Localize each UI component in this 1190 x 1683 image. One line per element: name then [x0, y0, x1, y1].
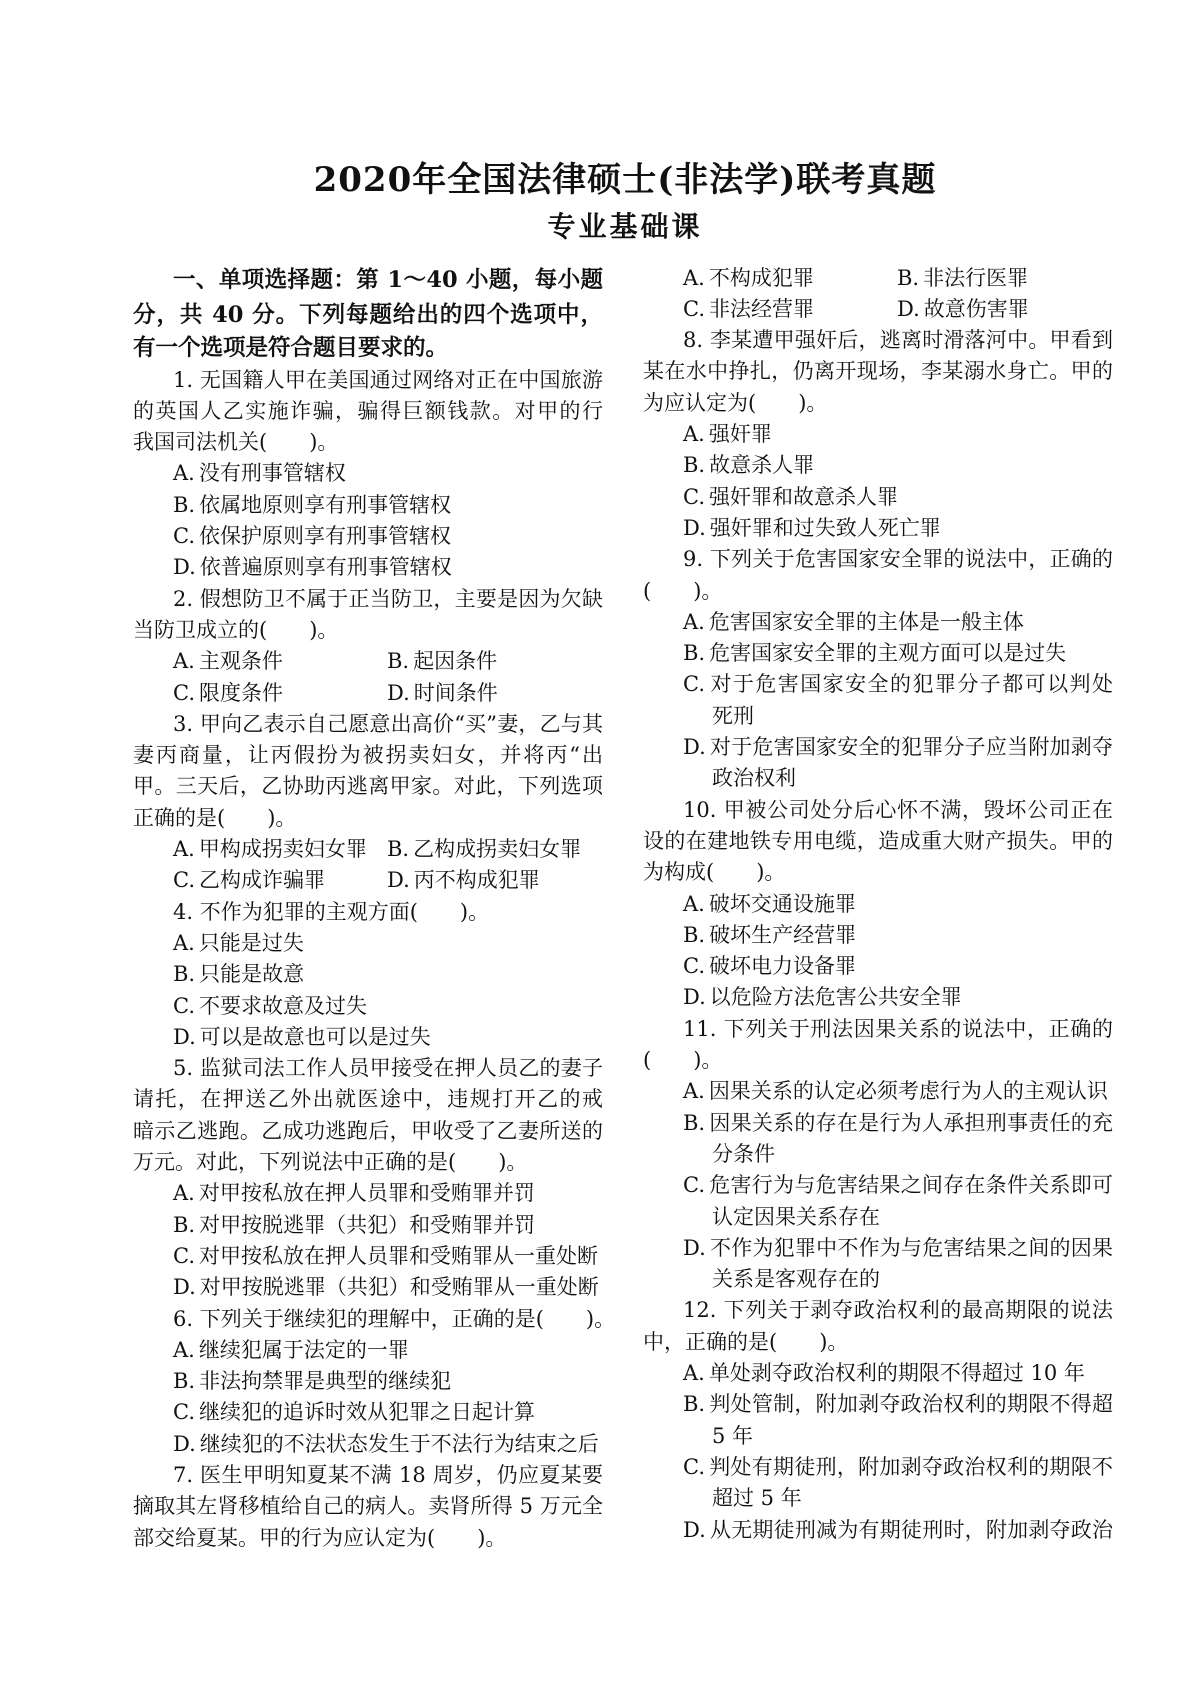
option-text: 继续犯的追诉时效从犯罪之日起计算: [199, 1400, 535, 1425]
option-text: 政治权利: [712, 766, 796, 791]
question-5-stem-line: 万元。对此，下列说法中正确的是( )。: [133, 1150, 528, 1174]
option-text: 起因条件: [413, 649, 498, 674]
option-text: 死刑: [712, 703, 754, 728]
option-label: D.: [683, 1235, 706, 1260]
option-text: 因果关系的存在是行为人承担刑事责任的充: [709, 1110, 1113, 1135]
option-text: 对于危害国家安全的犯罪分子应当附加剥夺: [709, 735, 1113, 759]
question-10-option-d: [643, 982, 1113, 1013]
option-c: [683, 297, 814, 321]
option-text: 可以是故意也可以是过失: [199, 1024, 431, 1049]
question-6-option-c: [133, 1397, 603, 1428]
page-subtitle: 专业基础课: [547, 210, 703, 243]
question-11-option-a: [643, 1076, 1113, 1107]
option-a: [173, 649, 283, 673]
question-9-option-c: [643, 701, 1113, 732]
question-3-stem-line: 妻丙商量，让丙假扮为被拐卖妇女，并将丙“出: [133, 743, 603, 768]
option-label: D.: [173, 1275, 196, 1300]
question-11-option-d: [643, 1264, 1113, 1295]
option-label: A.: [173, 1181, 195, 1206]
option-text: 不作为犯罪中不作为与危害结果之间的因果: [709, 1235, 1113, 1260]
option-text: 以危险方法危害公共安全罪: [709, 985, 962, 1010]
option-label: A.: [173, 461, 195, 486]
question-1-stem-line: 我国司法机关( )。: [133, 430, 339, 455]
option-label: C.: [173, 993, 195, 1018]
option-text: 不要求故意及过失: [199, 993, 367, 1018]
option-text: 强奸罪和故意杀人罪: [709, 484, 898, 509]
question-4-option-a: [133, 928, 603, 959]
option-text: 乙构成拐卖妇女罪: [413, 837, 582, 861]
question-5-stem-line: 5. 监狱司法工作人员甲接受在押人员乙的妻子: [173, 1056, 603, 1081]
option-label: D.: [683, 735, 706, 759]
option-d: [387, 865, 540, 896]
question-8-option-c: [643, 482, 1113, 513]
page-title: 2020年全国法律硕士(非法学)联考真题: [313, 160, 937, 200]
option-text: 没有刑事管辖权: [198, 461, 346, 486]
option-label: B.: [387, 649, 410, 674]
option-text: 认定因果关系存在: [712, 1204, 880, 1229]
option-label: B.: [173, 1369, 196, 1394]
question-1-stem-line: 1. 无国籍人甲在美国通过网络对正在中国旅游: [173, 367, 603, 392]
question-9-option-c: [643, 669, 1113, 700]
option-label: D.: [683, 1517, 706, 1542]
question-11-option-c: [643, 1170, 1113, 1201]
question-2-options-row: [133, 646, 603, 677]
option-c: [173, 868, 325, 892]
question-12-stem-line: 中，正确的是( )。: [643, 1329, 849, 1354]
option-label: D.: [387, 680, 410, 705]
option-text: 对甲按私放在押人员罪和受贿罪从一重处断: [199, 1243, 598, 1268]
question-1-option-c: [133, 521, 603, 552]
question-3-stem-line: 正确的是( )。: [133, 805, 297, 830]
option-text: 对甲按脱逃罪（共犯）和受贿罪从一重处断: [199, 1275, 599, 1300]
question-1-option-b: [133, 490, 603, 521]
option-label: B.: [683, 1110, 706, 1135]
question-3-options-row: [133, 834, 603, 865]
option-label: B.: [387, 837, 410, 861]
option-text: 丙不构成犯罪: [413, 868, 540, 893]
question-9-option-d: [643, 763, 1113, 794]
option-label: C.: [173, 680, 195, 705]
option-a: [683, 266, 814, 290]
question-10-stem-line: 10. 甲被公司处分后心怀不满，毁坏公司正在: [683, 797, 1113, 822]
option-label: A.: [683, 1079, 705, 1104]
left-column: [133, 0, 616, 1683]
option-label: D.: [897, 296, 920, 321]
option-b: [387, 646, 497, 677]
question-8-stem-line: 为应认定为( )。: [643, 390, 828, 415]
option-text: 主观条件: [198, 649, 283, 674]
question-10-stem-line: 设的在建地铁专用电缆，造成重大财产损失。甲的: [643, 828, 1113, 853]
option-text: 依保护原则享有刑事管辖权: [199, 524, 451, 548]
option-text: 继续犯属于法定的一罪: [198, 1337, 409, 1362]
section-heading-line: 分，共 40 分。下列每题给出的四个选项中，: [133, 302, 603, 328]
section-heading-line: 有一个选项是符合题目要求的。: [133, 335, 449, 361]
option-text: 限度条件: [199, 680, 283, 705]
question-1-option-a: [133, 458, 603, 489]
option-label: D.: [683, 515, 706, 540]
question-9-stem-line: 9. 下列关于危害国家安全罪的说法中，正确的: [683, 547, 1113, 572]
option-label: C.: [683, 296, 705, 321]
option-d: [387, 678, 498, 709]
option-label: B.: [683, 453, 706, 478]
option-text: 不构成犯罪: [708, 265, 814, 290]
option-label: A.: [683, 422, 705, 446]
question-8-stem-line: 某在水中挣扎，仍离开现场，李某溺水身亡。甲的: [643, 359, 1113, 384]
question-12-option-c: [643, 1483, 1113, 1514]
option-label: C.: [173, 1243, 195, 1268]
option-label: C.: [173, 524, 195, 548]
question-12-option-a: [643, 1358, 1113, 1389]
section-heading-line: 一、单项选择题：第 1～40 小题，每小题: [173, 267, 603, 293]
question-6-option-a: [133, 1335, 603, 1366]
option-label: C.: [683, 672, 705, 697]
option-label: D.: [173, 1024, 196, 1049]
question-10-option-c: [643, 951, 1113, 982]
option-label: A.: [683, 265, 705, 290]
option-text: 超过 5 年: [712, 1486, 802, 1511]
option-text: 继续犯的不法状态发生于不法行为结束之后: [199, 1431, 599, 1456]
question-8-option-a: [643, 419, 1113, 450]
option-text: 危害行为与危害结果之间存在条件关系即可: [709, 1173, 1113, 1198]
question-12-option-c: [643, 1452, 1113, 1483]
option-label: A.: [683, 609, 705, 634]
question-5-option-b: [133, 1210, 603, 1241]
question-8-stem-line: 8. 李某遭甲强奸后，逃离时滑落河中。甲看到: [683, 328, 1113, 353]
option-text: 破坏电力设备罪: [709, 954, 856, 979]
option-label: B.: [683, 641, 706, 666]
option-text: 强奸罪: [708, 422, 772, 446]
question-7-stem-line: 7. 医生甲明知夏某不满 18 周岁，仍应夏某要: [173, 1463, 603, 1487]
option-text: 故意伤害罪: [923, 296, 1029, 321]
option-text: 非法行医罪: [923, 265, 1029, 290]
option-label: C.: [683, 1454, 705, 1479]
option-text: 甲构成拐卖妇女罪: [198, 837, 367, 861]
question-3-stem-line: 甲。三天后，乙协助丙逃离甲家。对此，下列选项: [133, 774, 603, 799]
question-9-option-b: [643, 638, 1113, 669]
option-label: A.: [173, 649, 195, 674]
option-text: 对甲按脱逃罪（共犯）和受贿罪并罚: [199, 1212, 536, 1237]
option-label: B.: [683, 922, 706, 947]
question-10-option-b: [643, 920, 1113, 951]
option-d: [897, 294, 1029, 325]
option-text: 危害国家安全罪的主观方面可以是过失: [709, 641, 1067, 666]
question-5-option-d: [133, 1272, 603, 1303]
option-label: B.: [173, 962, 196, 987]
question-4-option-d: [133, 1022, 603, 1053]
option-text: 非法拘禁罪是典型的继续犯: [199, 1369, 452, 1394]
question-7-options-row: [643, 294, 1113, 325]
question-1-stem-line: 的英国人乙实施诈骗，骗得巨额钱款。对甲的行: [133, 398, 603, 423]
option-label: D.: [683, 985, 706, 1010]
option-label: B.: [683, 1392, 706, 1417]
option-label: C.: [683, 484, 705, 509]
option-label: C.: [173, 868, 195, 893]
option-b: [897, 263, 1028, 294]
option-text: 故意杀人罪: [709, 453, 815, 478]
question-7-stem-line: 摘取其左肾移植给自己的病人。卖肾所得 5 万元全: [133, 1494, 603, 1519]
option-text: 判处管制，附加剥夺政治权利的期限不得超: [709, 1392, 1113, 1417]
option-label: C.: [683, 1173, 705, 1198]
question-11-stem-line: 11. 下列关于刑法因果关系的说法中，正确的: [683, 1016, 1113, 1041]
option-text: 依普遍原则享有刑事管辖权: [199, 555, 452, 580]
option-b: [387, 834, 581, 865]
question-2-stem-line: 2. 假想防卫不属于正当防卫，主要是因为欠缺: [173, 586, 603, 611]
question-5-stem-line: 暗示乙逃跑。乙成功逃跑后，甲收受了乙妻所送的: [133, 1118, 603, 1143]
option-label: D.: [387, 868, 410, 893]
option-a: [173, 837, 367, 861]
option-text: 单处剥夺政治权利的期限不得超过 10 年: [708, 1361, 1085, 1385]
option-text: 依属地原则享有刑事管辖权: [199, 492, 452, 517]
question-11-option-c: [643, 1202, 1113, 1233]
option-label: B.: [173, 492, 196, 517]
question-11-option-b: [643, 1139, 1113, 1170]
right-column: [643, 0, 1113, 1683]
question-5-option-a: [133, 1178, 603, 1209]
question-12-option-b: [643, 1389, 1113, 1420]
option-text: 危害国家安全罪的主体是一般主体: [708, 609, 1024, 634]
question-8-option-b: [643, 450, 1113, 481]
option-text: 对于危害国家安全的犯罪分子都可以判处: [709, 672, 1113, 697]
option-label: D.: [173, 555, 196, 580]
question-8-option-d: [643, 513, 1113, 544]
option-label: A.: [173, 837, 195, 861]
option-label: A.: [683, 891, 705, 916]
question-10-stem-line: 为构成( )。: [643, 860, 786, 885]
option-text: 对甲按私放在押人员罪和受贿罪并罚: [198, 1181, 535, 1206]
question-9-option-d: [643, 732, 1113, 763]
question-3-options-row: [133, 865, 603, 896]
option-text: 破坏生产经营罪: [709, 922, 857, 947]
option-text: 5 年: [712, 1423, 754, 1448]
question-4-stem-line: 4. 不作为犯罪的主观方面( )。: [173, 899, 490, 924]
question-5-option-c: [133, 1241, 603, 1272]
option-label: B.: [173, 1212, 196, 1237]
question-4-option-c: [133, 991, 603, 1022]
question-11-option-d: [643, 1233, 1113, 1264]
question-1-option-d: [133, 552, 603, 583]
option-text: 非法经营罪: [709, 296, 814, 321]
option-label: C.: [683, 954, 705, 979]
option-text: 判处有期徒刑，附加剥夺政治权利的期限不: [709, 1454, 1113, 1479]
option-label: A.: [173, 1337, 195, 1362]
question-7-options-row: [643, 263, 1113, 294]
question-12-option-d: [643, 1515, 1113, 1546]
question-7-stem-line: 部交给夏某。甲的行为应认定为( )。: [133, 1525, 507, 1550]
question-10-option-a: [643, 889, 1113, 920]
question-6-stem-line: 6. 下列关于继续犯的理解中，正确的是( )。: [173, 1306, 616, 1331]
question-2-stem-line: 当防卫成立的( )。: [133, 617, 339, 642]
question-9-option-a: [643, 607, 1113, 638]
question-11-option-b: [643, 1108, 1113, 1139]
option-text: 强奸罪和过失致人死亡罪: [709, 515, 941, 540]
option-label: D.: [173, 1431, 196, 1456]
option-text: 只能是故意: [199, 962, 305, 987]
option-label: A.: [173, 930, 195, 955]
option-text: 关系是客观存在的: [712, 1267, 880, 1292]
option-text: 时间条件: [413, 680, 498, 705]
question-12-option-b: [643, 1421, 1113, 1452]
option-label: A.: [683, 1361, 705, 1385]
question-12-stem-line: 12. 下列关于剥夺政治权利的最高期限的说法: [683, 1298, 1113, 1323]
option-label: C.: [173, 1400, 195, 1425]
option-c: [173, 681, 283, 705]
option-text: 因果关系的认定必须考虑行为人的主观认识: [708, 1079, 1108, 1104]
question-6-option-b: [133, 1366, 603, 1397]
question-5-stem-line: 请托，在押送乙外出就医途中，违规打开乙的戒: [133, 1087, 603, 1112]
question-2-options-row: [133, 678, 603, 709]
option-text: 只能是过失: [198, 930, 304, 955]
option-text: 从无期徒刑减为有期徒刑时，附加剥夺政治: [709, 1517, 1113, 1542]
question-4-option-b: [133, 959, 603, 990]
question-3-stem-line: 3. 甲向乙表示自己愿意出高价“买”妻，乙与其: [173, 711, 603, 736]
question-9-stem-line: ( )。: [643, 578, 723, 603]
question-11-stem-line: ( )。: [643, 1048, 723, 1072]
option-text: 破坏交通设施罪: [708, 891, 856, 916]
question-6-option-d: [133, 1429, 603, 1460]
option-text: 乙构成诈骗罪: [199, 868, 325, 893]
option-label: B.: [897, 265, 920, 290]
option-text: 分条件: [712, 1141, 775, 1166]
